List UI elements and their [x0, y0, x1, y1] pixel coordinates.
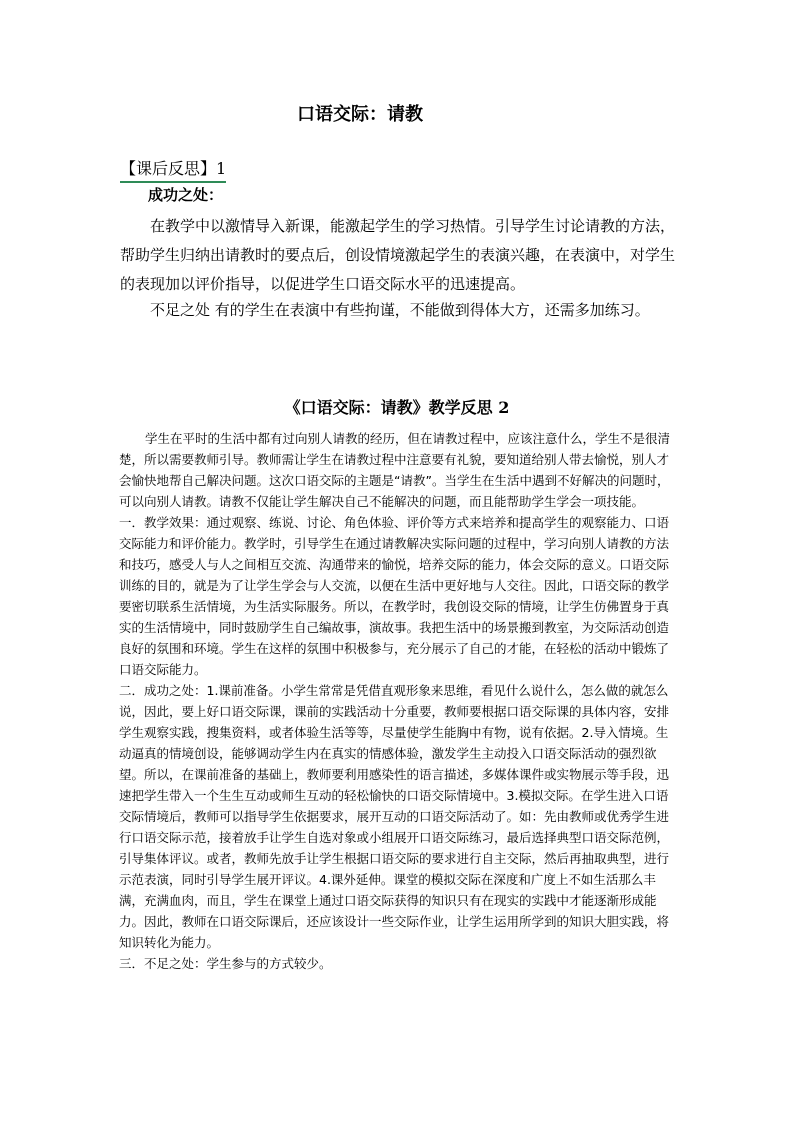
section-tag: 【课后反思】1 [120, 156, 226, 183]
intro-paragraph: 学生在平时的生活中都有过向别人请教的经历，但在请教过程中，应该注意什么，学生不是很清楚，所以需要教师引导。教师需让学生在请教过程中注意要有礼貌，要知道给别人带去愉悦，别人才会愉快地帮自己解决问题。这次口语交际的主题是“请教”。当学生在生活中遇到不好解决的问题时，可以向别人请教。请教不仅能让学生解决自己不能解决的问题，而且能帮助学生学会一项技能。 [119, 431, 671, 509]
reflection-body [119, 428, 675, 974]
point-one-paragraph: 一．教学效果：通过观察、练说、讨论、角色体验、评价等方式来培养和提高学生的观察能力、口语交际能力和评价能力。教学时，引导学生在通过请教解决实际问题的过程中，学习向别人请教的方法和技巧，感受人与人之间相互交流、沟通带来的愉悦，培养交际的能力，体会交际的意义。口语交际训练的目的，就是为了让学生学会与人交流，以便在生活中更好地与人交往。因此，口语交际的教学要密切联系生活情境，为生活实际服务。所以，在教学时，我创设交际的情境，让学生仿佛置身于真实的生活情境中，同时鼓励学生自己编故事，演故事。我把生活中的场景搬到教室，为交际活动创造良好的氛围和环境。学生在这样的氛围中积极参与，充分展示了自己的才能，在轻松的活动中锻炼了口语交际能力。 [119, 515, 670, 677]
shortcoming-paragraph: 不足之处 有的学生在表演中有些拘谨，不能做到得体大方，还需多加练习。 [150, 301, 650, 319]
success-paragraph: 在教学中以激情导入新课，能激起学生的学习热情。引导学生讨论请教的方法，帮助学生归纳出请教时的要点后，创设情境激起学生的表演兴趣，在表演中，对学生的表现加以评价指导，以促进学生口语交际水平的迅速提高。 [120, 217, 676, 293]
page-title: 口语交际：请教 [297, 104, 423, 125]
point-three-paragraph: 三．不足之处：学生参与的方式较少。 [119, 956, 332, 971]
reflection-title: 《口语交际：请教》教学反思 2 [284, 398, 510, 417]
success-heading: 成功之处： [148, 186, 224, 204]
point-two-paragraph: 二．成功之处：1.课前准备。小学生常常是凭借直观形象来思维，看见什么说什么，怎么做的就怎么说，因此，要上好口语交际课，课前的实践活动十分重要，教师要根据口语交际课的具体内容，安排学生观察实践，搜集资料，或者体验生活等等，尽量使学生能胸中有物，说有依据。2.导入情境。生动逼真的情境创设，能够调动学生内在真实的情感体验，激发学生主动投入口语交际活动的强烈欲望。所以，在课前准备的基础上，教师要利用感染性的语言描述，多媒体课件或实物展示等手段，迅速把学生带入一个生生互动或师生互动的轻松愉快的口语交际情境中。3.模拟交际。在学生进入口语交际情境后，教师可以指导学生依据要求，展开互动的口语交际活动了。如：先由教师或优秀学生进行口语交际示范，接着放手让学生自选对象或小组展开口语交际练习，最后选择典型口语交际范例，引导集体评议。或者，教师先放手让学生根据口语交际的要求进行自主交际，然后再抽取典型，进行示范表演，同时引导学生展开评议。4.课外延伸。课堂的模拟交际在深度和广度上不如生活那么丰满，充满血肉，而且，学生在课堂上通过口语交际获得的知识只有在现实的实践中才能逐渐形成能力。因此，教师在口语交际课后，还应该设计一些交际作业，让学生运用所学到的知识大胆实践，将知识转化为能力。 [119, 683, 670, 950]
